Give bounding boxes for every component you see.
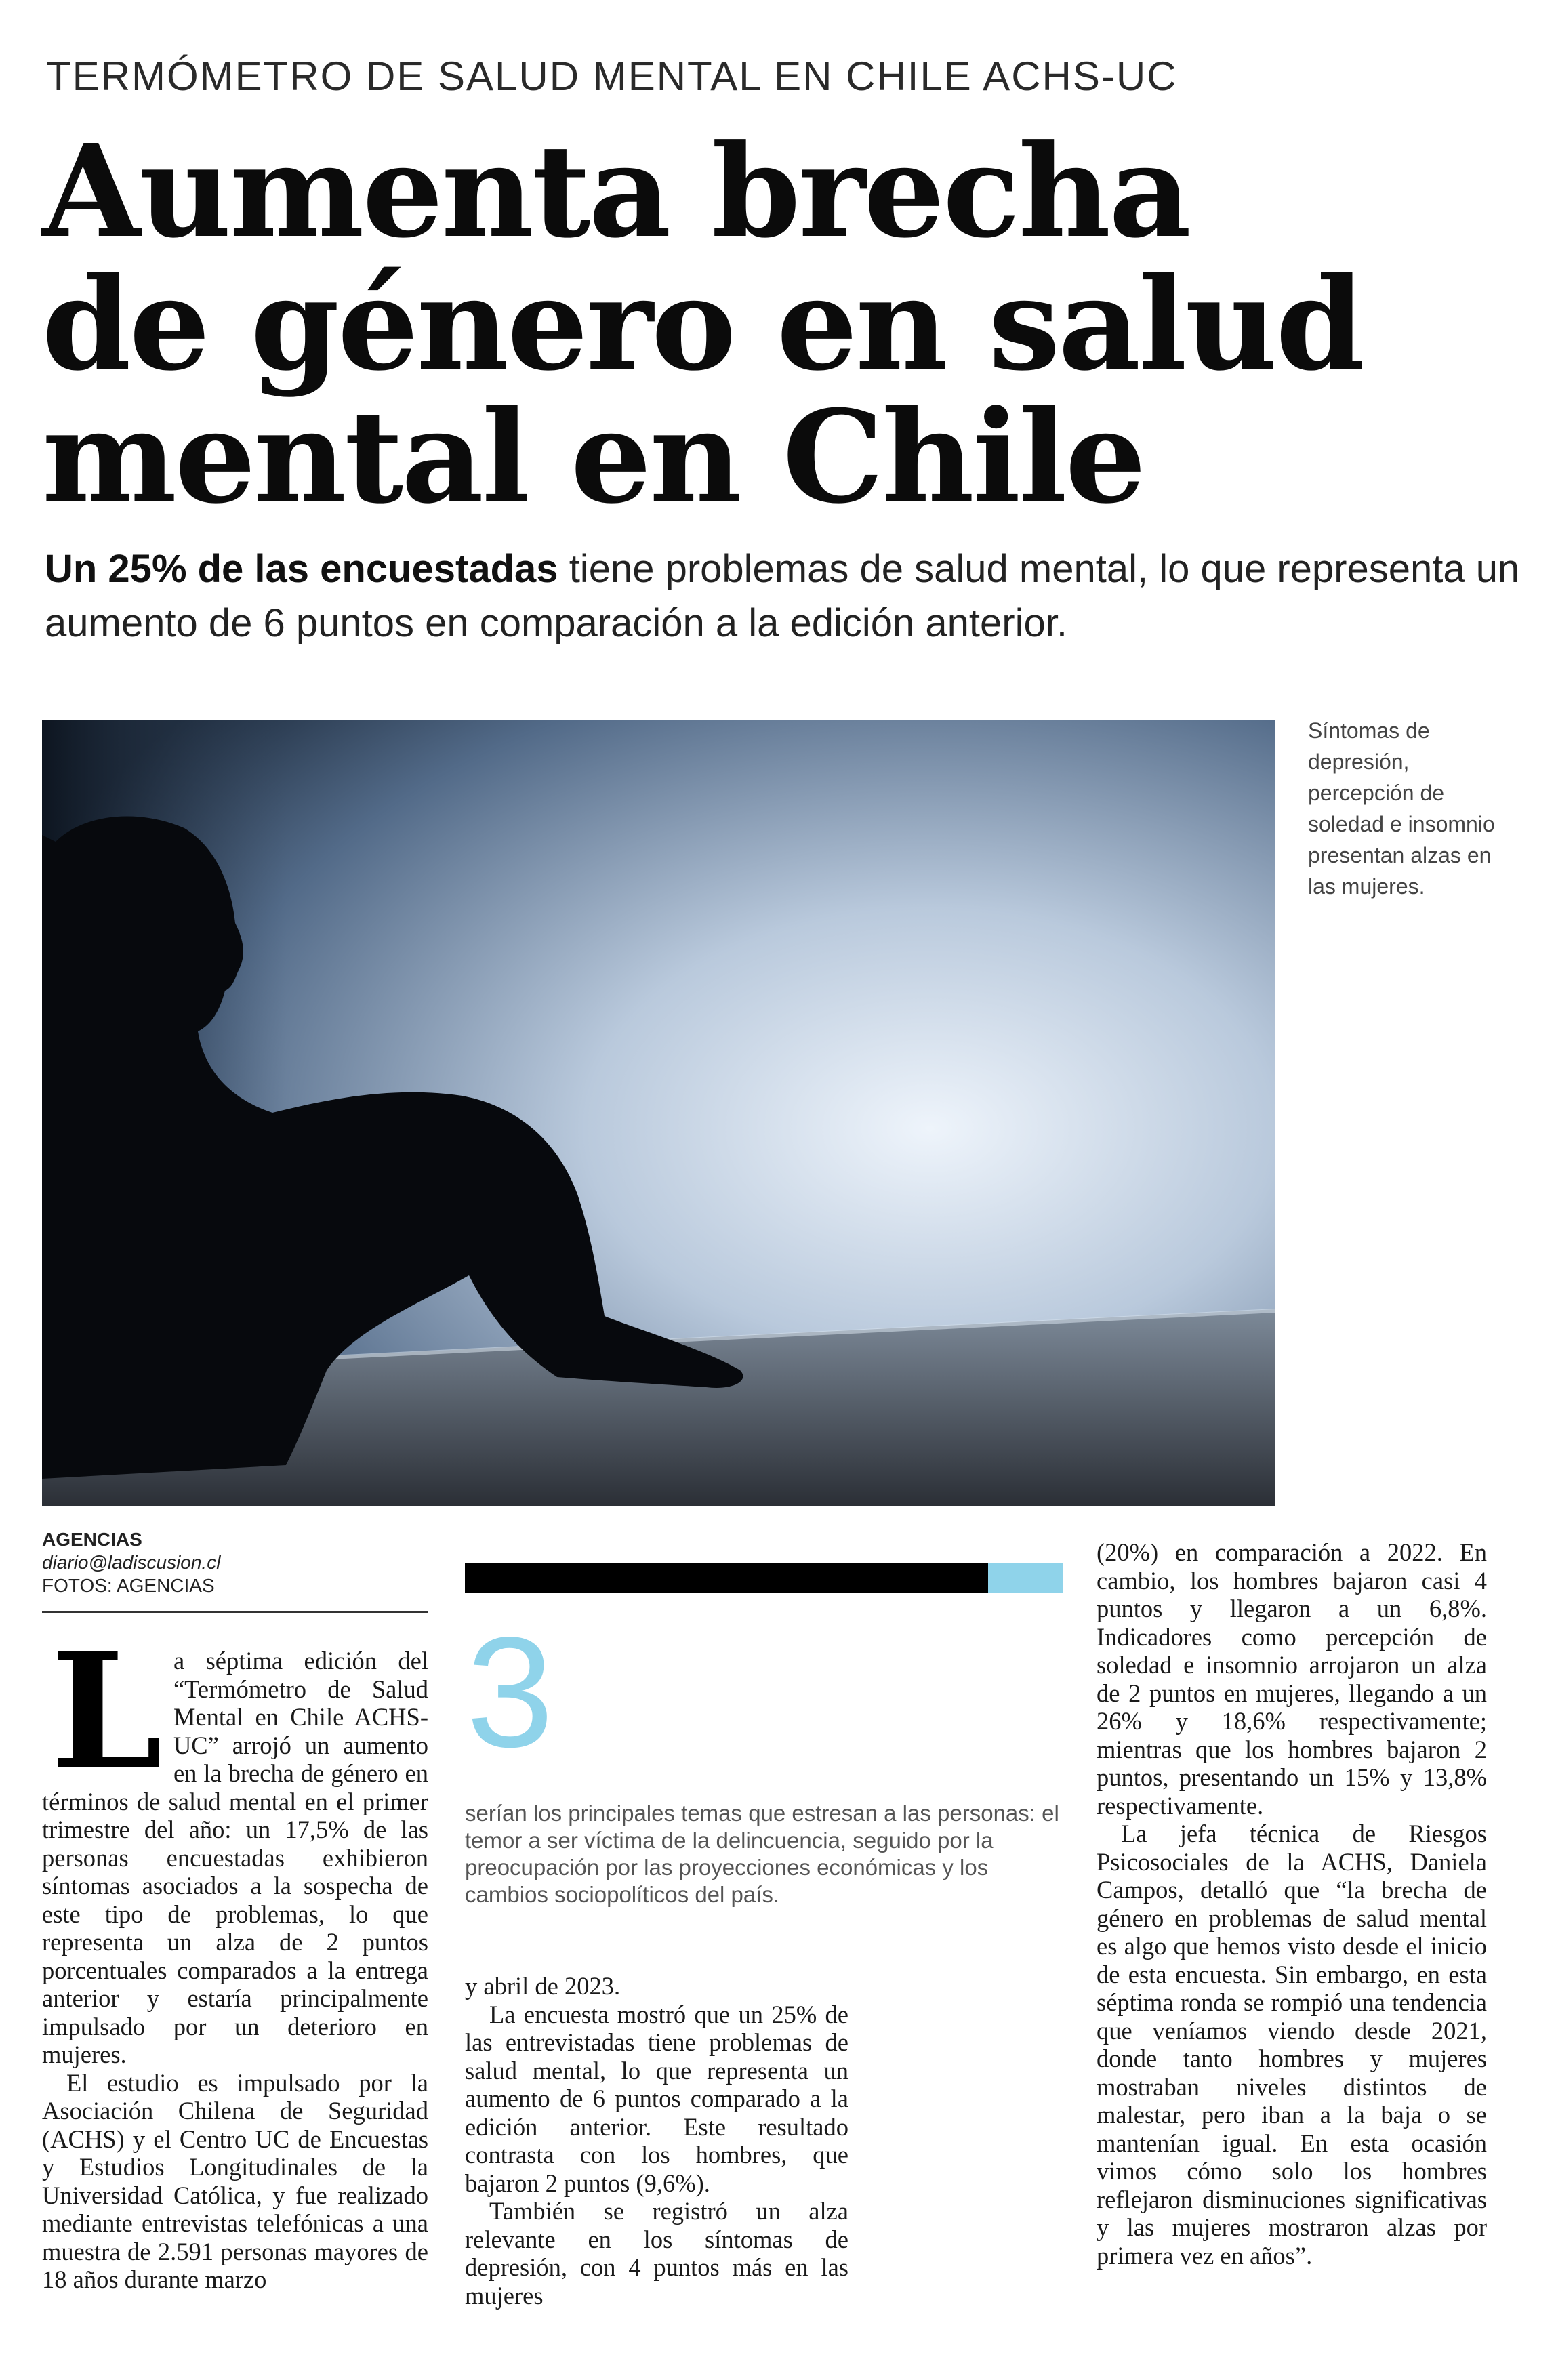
article-paragraph-4-continued: (20%) en comparación a 2022. En cambio, los hombres bajaron casi 4 puntos y llegaron a un 6,8%. Indicadores como percepción de soledad e insomnio arrojaron un alza de 2 puntos en mujeres, llegando a un 26% y 18,6% respectivamente; mientras que los hombres bajaron 2 puntos, presentando un 15% y 13,8% respectivamente.: [1097, 1538, 1487, 1820]
article-paragraph-3: La encuesta mostró que un 25% de las entrevistadas tiene problemas de salud mental, lo que representa un aumento de 6 puntos comparado a la edición anterior. Este resultado contrasta con los hombres, que bajaron 2 puntos (9,6%).: [465, 2000, 848, 2197]
headline-line-2: de género en salud: [42, 249, 1363, 399]
byline-photo-credit: FOTOS: AGENCIAS: [42, 1575, 215, 1596]
callout-bar-accent: [988, 1563, 1063, 1593]
drop-cap: L: [50, 1617, 163, 1805]
byline-email: diario@ladiscusion.cl: [42, 1552, 221, 1573]
article-paragraph-5: La jefa técnica de Riesgos Psicosociales de la ACHS, Daniela Campos, detalló que “la brecha de género en problemas de salud mental es algo que hemos visto desde el inicio de esta encuesta. Sin embargo, en esta séptima ronda se rompió una tendencia que veníamos viendo desde 2021, donde tanto hombres y mujeres mostraban niveles distintos de malestar, pero iban a la baja o se mantenían igual. En esta ocasión vimos cómo solo los hombres reflejaron disminuciones significativas y las mujeres mostraron alzas por primera vez en años”.: [1097, 1820, 1487, 2270]
photo-silhouette-woman-sitting: [42, 720, 1275, 1506]
paragraph-1-text: a séptima edición del “Termómetro de Salud Mental en Chile ACHS-UC” arrojó un aumento en la brecha de género en términos de salud mental en el primer trimestre del año: un 17,5% de las personas encuestadas exhibieron síntomas asociados a la sospecha de este tipo de problemas, lo que representa un alza de 2 puntos porcentuales comparados a la entrega anterior y estaría principalmente impulsado por un deterioro en mujeres.: [42, 1647, 428, 2068]
headline: [42, 117, 1397, 532]
headline-line-3: mental en Chile: [42, 382, 1145, 532]
deck-bold: Un 25% de las encuestadas: [45, 547, 558, 591]
callout-bar: [465, 1563, 988, 1593]
article-paragraph-1: [42, 1617, 428, 2069]
byline-author: AGENCIAS: [42, 1529, 142, 1550]
callout-text: serían los principales temas que estresan a las personas: el temor a ser víctima de la delincuencia, seguido por la preocupación por las proyecciones económicas y los cambios sociopolíticos del país.: [465, 1801, 1059, 1907]
photo-caption: Síntomas de depresión, percepción de soledad e insomnio presentan alzas en las mujeres.: [1308, 718, 1495, 899]
byline: [42, 1528, 428, 1613]
article-paragraph-2: El estudio es impulsado por la Asociación Chilena de Seguridad (ACHS) y el Centro UC de Encuestas y Estudios Longitudinales de la Universidad Católica, y fue realizado mediante entrevistas telefónicas a una muestra de 2.591 personas mayores de 18 años durante marzo: [42, 2068, 428, 2293]
deck-rest: tiene problemas de salud mental, lo que representa un aumento de 6 puntos en comparación a la edición anterior.: [45, 547, 1520, 645]
article-paragraph-2-continued: y abril de 2023.: [465, 1972, 621, 2000]
article-column-3: [1097, 1538, 1487, 2270]
article-paragraph-4: También se registró un alza relevante en los síntomas de depresión, con 4 puntos más en las mujeres: [465, 2197, 848, 2310]
article-column-1: [42, 1617, 428, 2294]
headline-line-1: Aumenta brecha: [42, 117, 1189, 266]
section-kicker: TERMÓMETRO DE SALUD MENTAL EN CHILE ACHS-UC: [46, 54, 1178, 99]
callout-number: 3: [466, 1605, 554, 1780]
article-photo: [42, 720, 1275, 1506]
article-column-2: [465, 1972, 848, 2310]
deck-subheadline: [45, 542, 1522, 651]
